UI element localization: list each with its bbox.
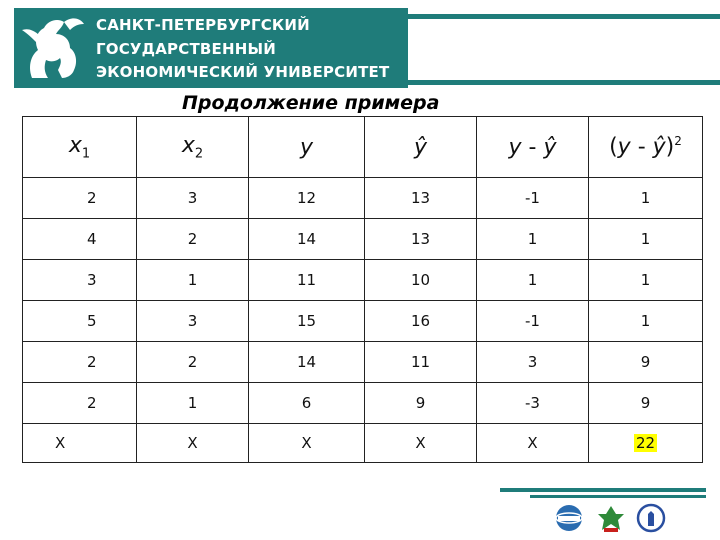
data-table — [22, 116, 703, 463]
table-cell: 6 — [249, 383, 365, 424]
table-cell: 1 — [477, 219, 589, 260]
globe-logo-icon — [554, 502, 584, 534]
col-header-residual: y - ŷ — [477, 117, 589, 178]
table-cell: 13 — [365, 219, 477, 260]
table-cell: 5 — [23, 301, 137, 342]
table-cell: 13 — [365, 178, 477, 219]
table-cell: 2 — [137, 219, 249, 260]
table-cell: 2 — [137, 342, 249, 383]
totals-row — [23, 424, 703, 463]
table-cell: 1 — [137, 260, 249, 301]
highlighted-sum: 22 — [635, 434, 656, 452]
table-row — [23, 178, 703, 219]
table-cell: 1 — [589, 219, 703, 260]
table-cell: 11 — [365, 342, 477, 383]
table-cell: 12 — [249, 178, 365, 219]
table-cell: 14 — [249, 342, 365, 383]
table-cell: 2 — [23, 178, 137, 219]
table-cell: 3 — [137, 178, 249, 219]
totals-cell: X — [477, 424, 589, 463]
university-name-line2: ГОСУДАРСТВЕННЫЙ — [96, 40, 276, 58]
totals-cell: X — [249, 424, 365, 463]
table-cell: 1 — [477, 260, 589, 301]
table-cell: 2 — [23, 342, 137, 383]
footer-stripe — [500, 488, 706, 492]
table-row — [23, 260, 703, 301]
totals-cell — [589, 424, 703, 463]
table-cell: 3 — [477, 342, 589, 383]
eagle-emblem-icon — [596, 502, 626, 534]
table-cell: 9 — [589, 342, 703, 383]
totals-cell: X — [23, 424, 137, 463]
totals-cell: X — [365, 424, 477, 463]
col-header-y-hat: ŷ — [365, 117, 477, 178]
hand-emblem-icon — [636, 502, 666, 534]
table-cell: 16 — [365, 301, 477, 342]
table-cell: 1 — [589, 260, 703, 301]
university-name-line3: ЭКОНОМИЧЕСКИЙ УНИВЕРСИТЕТ — [96, 63, 390, 81]
table-cell: 11 — [249, 260, 365, 301]
table-row — [23, 342, 703, 383]
footer-stripe — [530, 495, 706, 498]
table-cell: 9 — [365, 383, 477, 424]
table-row — [23, 301, 703, 342]
table-row — [23, 219, 703, 260]
header-stripe — [408, 14, 720, 19]
table-cell: 1 — [589, 178, 703, 219]
table-cell: 10 — [365, 260, 477, 301]
table-row — [23, 383, 703, 424]
table-cell: 1 — [137, 383, 249, 424]
col-header-squared-residual: (y - ŷ)$^2$ — [589, 117, 703, 178]
table-cell: 3 — [23, 260, 137, 301]
table-cell: 2 — [23, 383, 137, 424]
col-header-y: y — [249, 117, 365, 178]
slide-title: Продолжение примера — [182, 92, 440, 114]
col-header-x2: $x_2$ — [137, 117, 249, 178]
totals-cell: X — [137, 424, 249, 463]
col-header-x1: $x_1$ — [23, 117, 137, 178]
table-cell: -1 — [477, 301, 589, 342]
table-cell: -3 — [477, 383, 589, 424]
table-cell: 15 — [249, 301, 365, 342]
table-cell: 3 — [137, 301, 249, 342]
griffin-logo-icon — [18, 12, 88, 84]
header-stripe — [408, 80, 720, 85]
table-cell: 1 — [589, 301, 703, 342]
university-name-line1: САНКТ-ПЕТЕРБУРГСКИЙ — [96, 16, 310, 34]
table-cell: 4 — [23, 219, 137, 260]
table-cell: 9 — [589, 383, 703, 424]
table-cell: 14 — [249, 219, 365, 260]
table-cell: -1 — [477, 178, 589, 219]
table-header-row — [23, 117, 703, 178]
